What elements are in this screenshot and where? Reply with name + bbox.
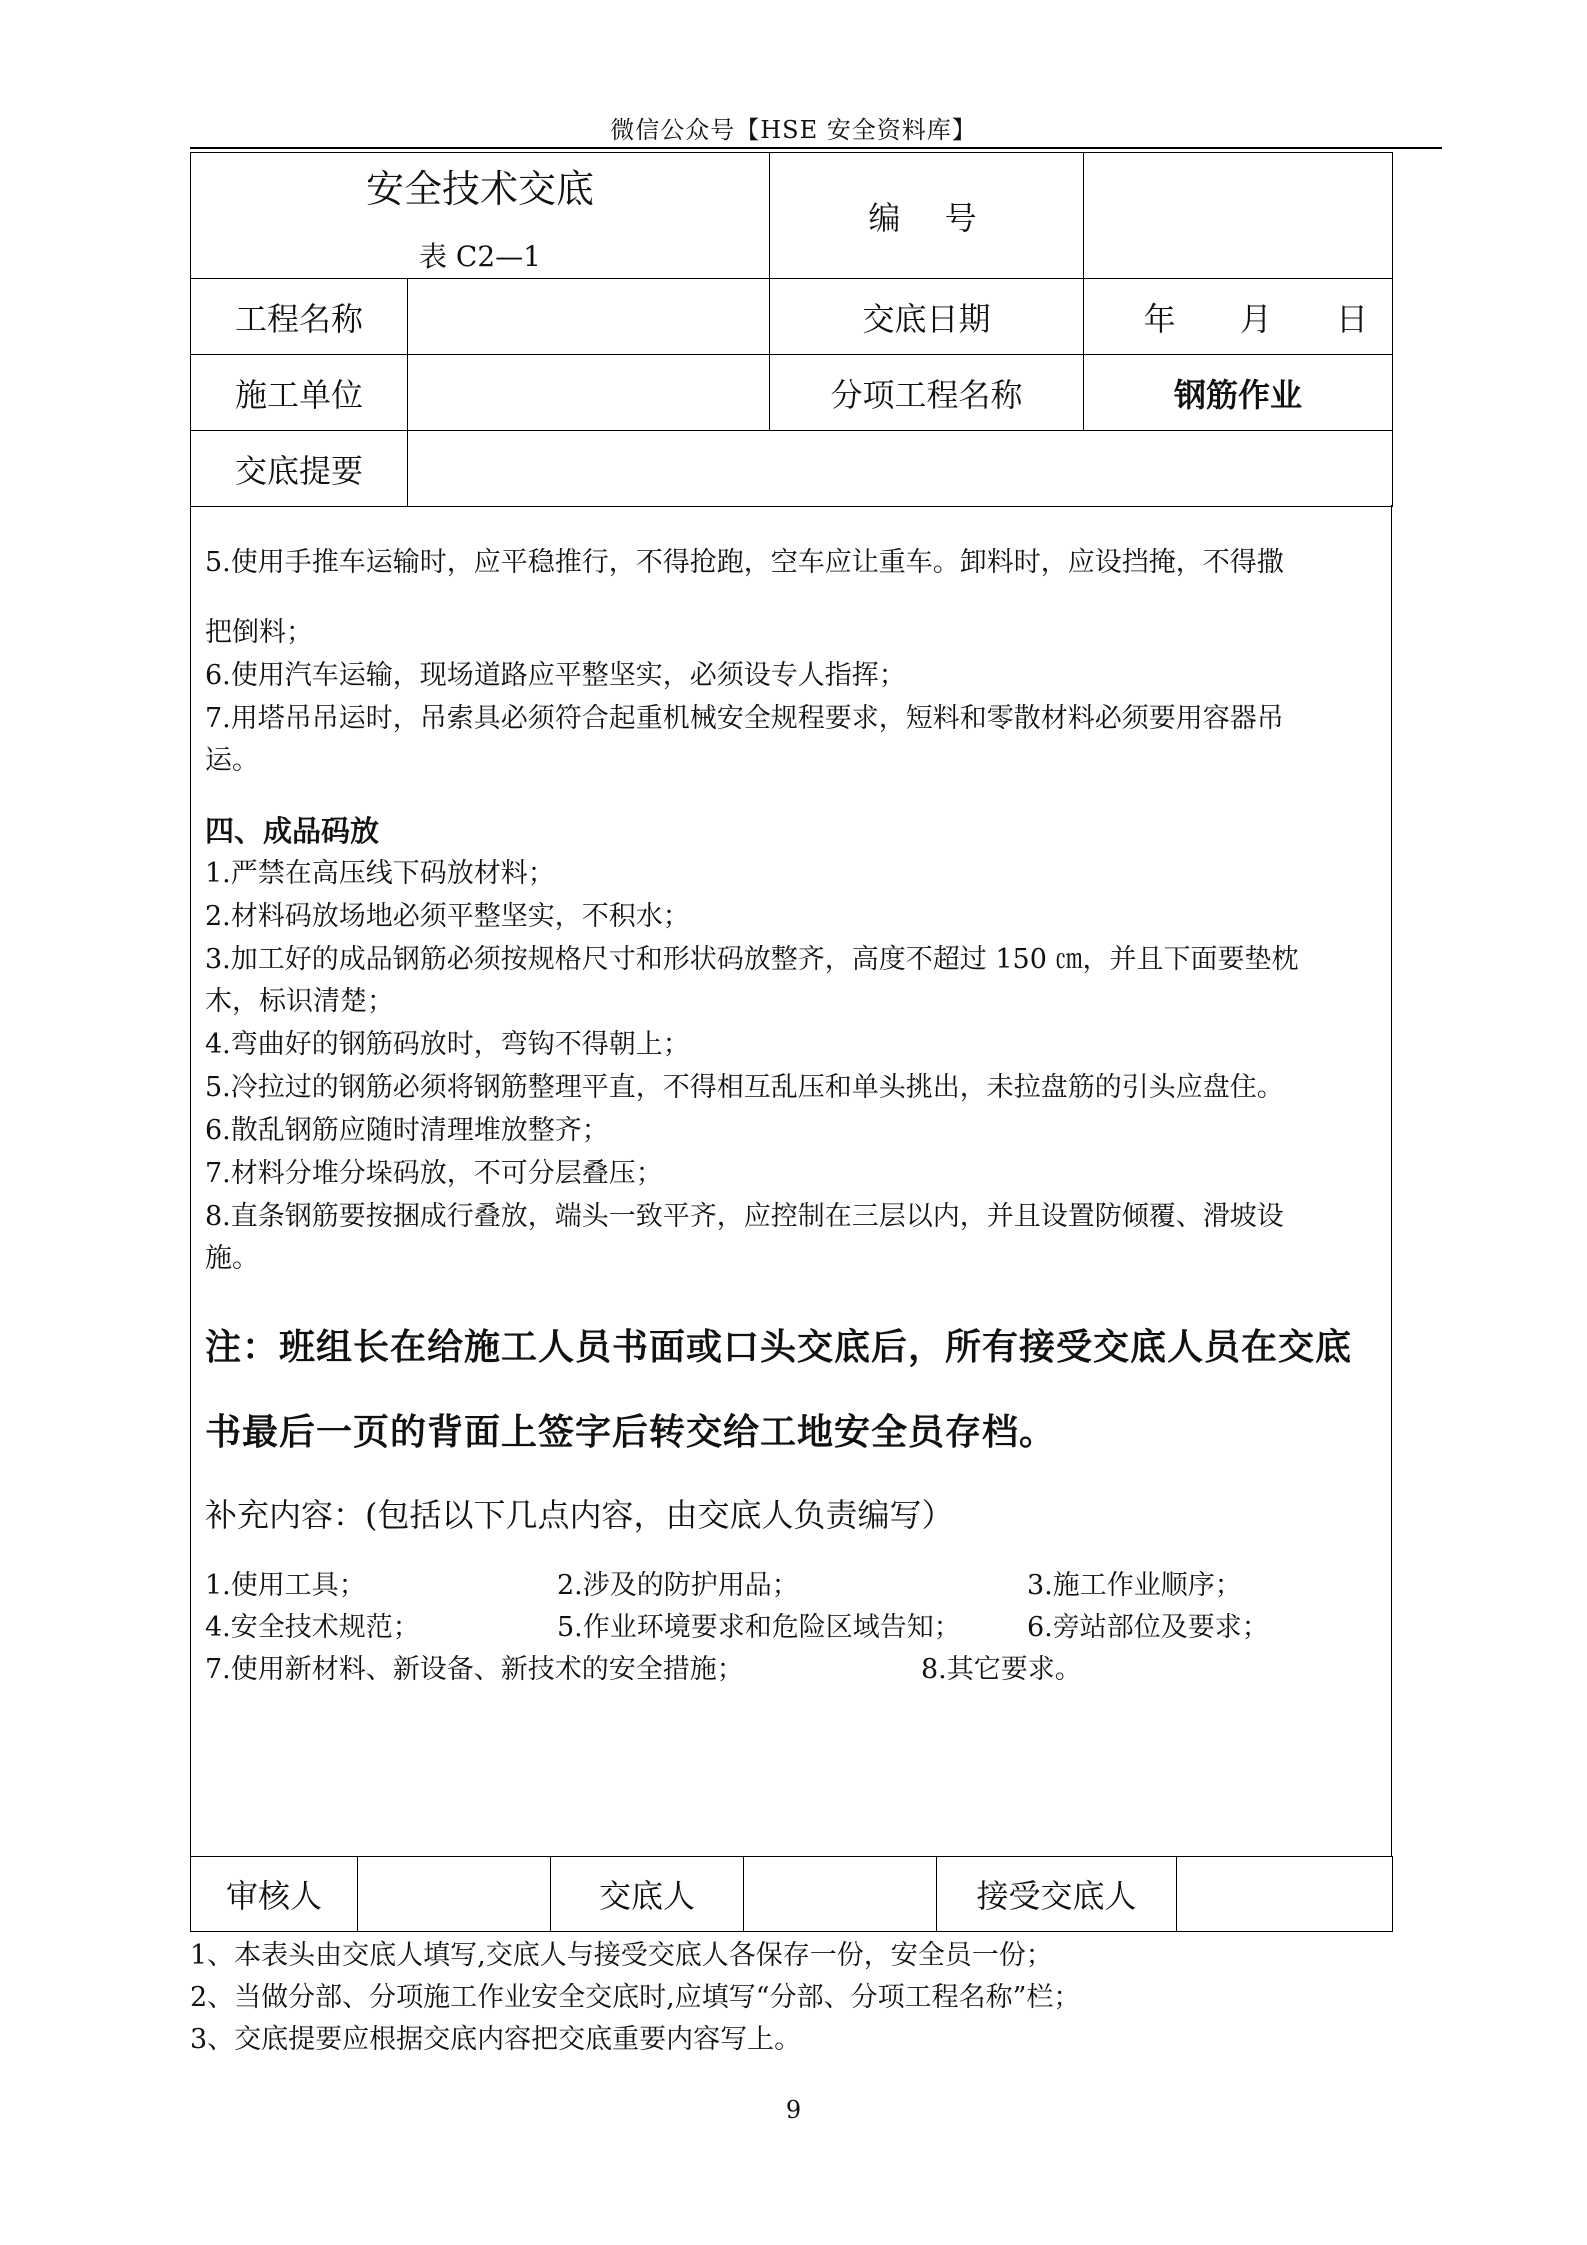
supplement-item: 5.作业环境要求和危险区域告知；	[557, 1612, 961, 1643]
number-label: 编 号	[770, 153, 1084, 279]
content-line: 5.冷拉过的钢筋必须将钢筋整理平直，不得相互乱压和单头挑出，未拉盘筋的引头应盘住。	[205, 1072, 1284, 1103]
discloser-label: 交底人	[551, 1857, 744, 1932]
note-line: 注：班组长在给施工人员书面或口头交底后，所有接受交底人员在交底	[205, 1326, 1353, 1368]
supplement-item: 1.使用工具；	[205, 1570, 366, 1601]
sub-project-label: 分项工程名称	[770, 355, 1084, 431]
supplement-title: 补充内容：(包括以下几点内容，由交底人负责编写）	[205, 1496, 954, 1534]
summary-label: 交底提要	[191, 431, 408, 507]
summary-field[interactable]	[408, 431, 1393, 507]
supplement-item: 7.使用新材料、新设备、新技术的安全措施；	[205, 1654, 744, 1685]
supplement-item: 8.其它要求。	[921, 1654, 1082, 1685]
footnote: 3、交底提要应根据交底内容把交底重要内容写上。	[190, 2024, 802, 2055]
receiver-label: 接受交底人	[937, 1857, 1177, 1932]
reviewer-field[interactable]	[358, 1857, 551, 1932]
number-field[interactable]	[1084, 153, 1393, 279]
content-line: 4.弯曲好的钢筋码放时，弯钩不得朝上；	[205, 1029, 690, 1060]
unit-label: 施工单位	[191, 355, 408, 431]
content-line: 把倒料；	[205, 617, 313, 648]
content-line: 运。	[205, 745, 259, 776]
supplement-item: 3.施工作业顺序；	[1027, 1570, 1242, 1601]
sub-project-value[interactable]: 钢筋作业	[1084, 355, 1393, 431]
footnote: 1、本表头由交底人填写,交底人与接受交底人各保存一份，安全员一份；	[190, 1940, 1053, 1971]
content-line: 6.散乱钢筋应随时清理堆放整齐；	[205, 1115, 609, 1146]
discloser-field[interactable]	[744, 1857, 937, 1932]
content-line: 3.加工好的成品钢筋必须按规格尺寸和形状码放整齐，高度不超过 150 ㎝，并且下面要垫枕	[205, 944, 1299, 975]
header-rule	[190, 147, 1442, 149]
project-name-field[interactable]	[408, 279, 770, 355]
form-title-cell	[191, 153, 770, 279]
note-line: 书最后一页的背面上签字后转交给工地安全员存档。	[205, 1411, 1057, 1453]
reviewer-label: 审核人	[191, 1857, 358, 1932]
page-number: 9	[785, 2096, 802, 2124]
section-title: 四、成品码放	[205, 814, 380, 848]
form-code: 表 C2—1	[419, 240, 541, 273]
date-field[interactable]	[1084, 279, 1393, 355]
content-line: 6.使用汽车运输，现场道路应平整坚实，必须设专人指挥；	[205, 660, 906, 691]
page-header: 微信公众号【HSE 安全资料库】	[610, 116, 977, 144]
form-header-table	[190, 152, 1393, 507]
receiver-field[interactable]	[1177, 1857, 1393, 1932]
content-line: 1.严禁在高压线下码放材料；	[205, 858, 555, 889]
content-line: 5.使用手推车运输时，应平稳推行，不得抢跑，空车应让重车。卸料时，应设挡掩，不得撒	[205, 547, 1284, 578]
content-line: 木，标识清楚；	[205, 986, 394, 1017]
supplement-item: 2.涉及的防护用品；	[557, 1570, 799, 1601]
date-month: 月	[1239, 299, 1274, 338]
supplement-item: 6.旁站部位及要求；	[1027, 1612, 1269, 1643]
form-title: 安全技术交底	[366, 167, 595, 211]
project-name-label: 工程名称	[191, 279, 408, 355]
content-line: 7.材料分堆分垛码放，不可分层叠压；	[205, 1158, 663, 1189]
date-year: 年	[1143, 299, 1178, 338]
unit-field[interactable]	[408, 355, 770, 431]
supplement-item: 4.安全技术规范；	[205, 1612, 420, 1643]
date-label: 交底日期	[770, 279, 1084, 355]
footnote: 2、当做分部、分项施工作业安全交底时,应填写“分部、分项工程名称”栏；	[190, 1982, 1081, 2013]
signature-table	[190, 1856, 1393, 1932]
content-line: 2.材料码放场地必须平整坚实，不积水；	[205, 901, 690, 932]
content-line: 8.直条钢筋要按捆成行叠放，端头一致平齐，应控制在三层以内，并且设置防倾覆、滑坡设	[205, 1201, 1284, 1232]
content-line: 7.用塔吊吊运时，吊索具必须符合起重机械安全规程要求，短料和零散材料必须要用容器吊	[205, 703, 1284, 734]
content-line: 施。	[205, 1243, 259, 1274]
content-body	[190, 505, 1392, 1857]
date-day: 日	[1336, 299, 1371, 338]
